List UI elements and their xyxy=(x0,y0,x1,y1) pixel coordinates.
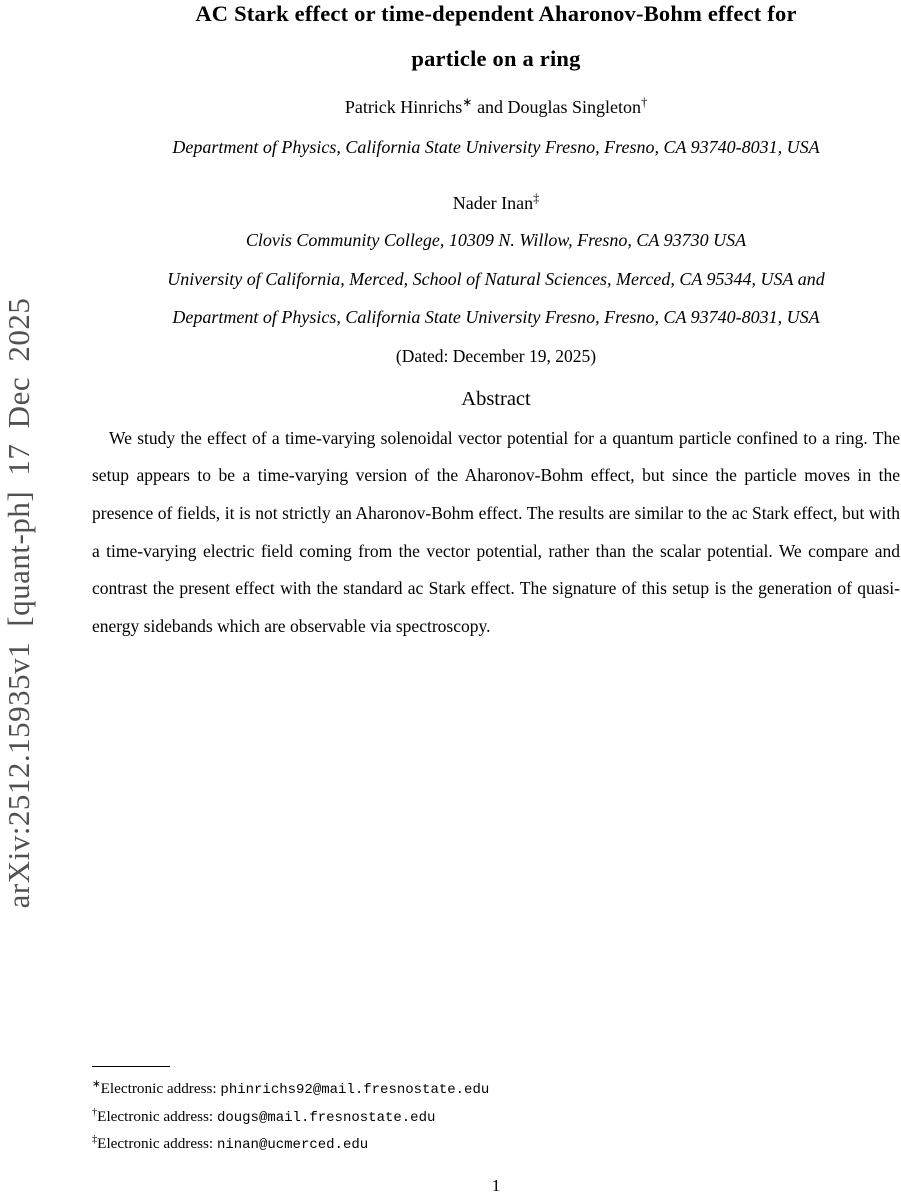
authors-line xyxy=(92,93,900,121)
paper-title-line2: particle on a ring xyxy=(411,46,581,71)
footnote-1-email: phinrichs92@mail.fresnostate.edu xyxy=(220,1082,490,1098)
paper-page xyxy=(92,0,900,646)
footnote-1-label: Electronic address: xyxy=(100,1080,221,1097)
author-footnote-marker-3: ‡ xyxy=(533,191,540,205)
author-footnote-marker-1: ∗ xyxy=(462,95,473,109)
affiliation-1: Department of Physics, California State University Fresno, Fresno, CA 93740-8031, USA xyxy=(172,137,820,157)
affiliation-2-line3: Department of Physics, California State University Fresno, Fresno, CA 93740-8031, USA xyxy=(172,307,820,327)
author-name-3: Nader Inan xyxy=(452,193,534,213)
page-number: 1 xyxy=(491,1176,501,1195)
paper-title xyxy=(92,0,900,81)
author-name-1: Patrick Hinrichs xyxy=(344,97,463,117)
footnote-2-email: dougs@mail.fresnostate.edu xyxy=(216,1109,436,1126)
affiliation-2-line1: Clovis Community College, 10309 N. Willow, Fresno, CA 93730 USA xyxy=(245,230,747,250)
arxiv-watermark: arXiv:2512.15935v1 [quant-ph] 17 Dec 2025 xyxy=(1,297,36,909)
footnote-2 xyxy=(92,1104,900,1132)
footnote-2-marker: † xyxy=(92,1106,98,1118)
dated-line: (Dated: December 19, 2025) xyxy=(395,345,597,366)
author-footnote-marker-2: † xyxy=(641,95,648,109)
footnote-3-email: ninan@ucmerced.edu xyxy=(216,1137,369,1153)
author-line-2 xyxy=(92,189,900,217)
abstract-text: We study the effect of a time-varying solenoidal vector potential for a quantum particle confined to a ring. The setup appears to be a time-varying version of the Aharonov-Bohm effect, but since the particle moves in the presence of fields, it is not strictly an Aharonov-Bohm effect. The results are similar to the ac Stark effect, but with a time-varying electric field coming from the vector potential, rather than the scalar potential. We compare and contrast the present effect with the standard ac Stark effect. The signature of this setup is the generation of quasi-energy sidebands which are observable via spectroscopy. xyxy=(92,427,900,637)
footnote-2-label: Electronic address: xyxy=(97,1107,217,1125)
affiliation-2-line2: University of California, Merced, School of Natural Sciences, Merced, CA 95344, USA and xyxy=(167,268,825,289)
footnote-3-label: Electronic address: xyxy=(97,1135,217,1152)
footnotes-section xyxy=(92,1066,900,1159)
footnote-3 xyxy=(92,1131,900,1159)
footnote-1 xyxy=(92,1076,900,1104)
footnote-1-marker: ∗ xyxy=(92,1078,101,1090)
affiliation-block-2 xyxy=(92,221,900,337)
footnote-3-marker: ‡ xyxy=(92,1133,98,1145)
footnote-rule xyxy=(92,1066,170,1067)
abstract-heading: Abstract xyxy=(461,387,531,410)
paper-title-line1: AC Stark effect or time-dependent Aharonov-Bohm effect for xyxy=(195,1,797,26)
author-name-2: and Douglas Singleton xyxy=(472,97,642,117)
